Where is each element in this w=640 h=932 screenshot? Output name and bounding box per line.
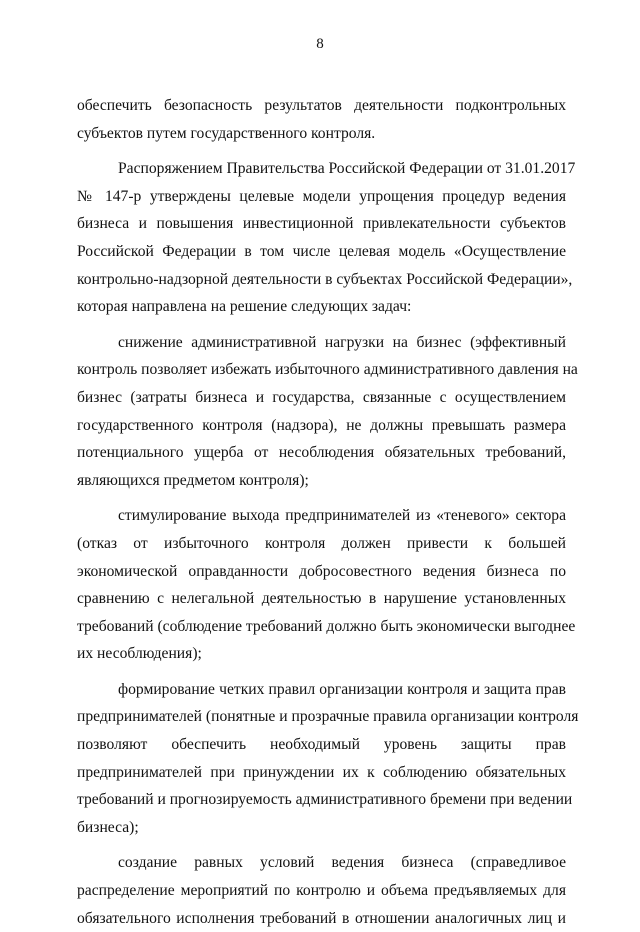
text-line: обеспечить безопасность результатов деятельности подконтрольных <box>77 97 566 114</box>
document-body <box>77 92 579 932</box>
text-line: распределение мероприятий по контролю и объема предъявляемых для <box>77 882 566 900</box>
text-line: позволяют обеспечить необходимый уровень защиты прав <box>77 736 566 754</box>
text-line: экономической оправданности добросовестного ведения бизнеса по <box>77 562 566 580</box>
paragraph <box>77 329 578 495</box>
text-line: требований и прогнозируемость административного бремени при ведении <box>77 791 573 809</box>
text-line: Российской Федерации в том числе целевая модель «Осуществление <box>77 242 566 260</box>
text-line: государственного контроля (надзора), не должны превышать размера <box>77 416 566 434</box>
text-line: их несоблюдения); <box>77 645 202 663</box>
text-line: снижение административной нагрузки на бизнес (эффективный <box>118 333 566 351</box>
paragraph <box>77 92 566 147</box>
text-line: № 147-р утверждены целевые модели упрощения процедур ведения <box>77 187 566 205</box>
text-line: сравнению с нелегальной деятельностью в нарушение установленных <box>77 590 566 608</box>
text-line: требований (соблюдение требований должно быть экономически выгоднее <box>77 617 576 635</box>
text-line: Распоряжением Правительства Российской Федерации от 31.01.2017 <box>118 160 576 178</box>
text-line: потенциального ущерба от несоблюдения обязательных требований, <box>77 444 566 462</box>
text-line: субъектов путем государственного контроля. <box>77 124 376 142</box>
text-line: формирование четких правил организации контроля и защита прав <box>118 680 566 698</box>
text-line: обязательного исполнения требований в отношении аналогичных лиц и <box>77 909 566 927</box>
paragraph <box>77 155 576 321</box>
text-line: контроль позволяет избежать избыточного административного давления на <box>77 361 578 379</box>
paragraph-gap <box>77 494 566 502</box>
paragraph <box>77 849 566 932</box>
paragraph-gap <box>77 147 566 155</box>
paragraph <box>77 676 579 842</box>
text-line: создание равных условий ведения бизнеса (справедливое <box>118 854 566 872</box>
paragraph-gap <box>77 321 566 329</box>
text-line: стимулирование выхода предпринимателей из «теневого» сектора <box>118 507 566 525</box>
text-line: (отказ от избыточного контроля должен привести к большей <box>77 534 566 552</box>
paragraph-gap <box>77 841 566 849</box>
text-line: которая направлена на решение следующих задач: <box>77 298 412 316</box>
text-line: предпринимателей при принуждении их к соблюдению обязательных <box>77 763 566 781</box>
text-line: бизнес (затраты бизнеса и государства, связанные с осуществлением <box>77 388 566 406</box>
paragraph <box>77 502 576 668</box>
paragraph-gap <box>77 668 566 676</box>
text-line: контрольно-надзорной деятельности в субъектах Российской Федерации», <box>77 270 573 288</box>
text-line: бизнеса); <box>77 818 139 836</box>
text-line: предпринимателей (понятные и прозрачные правила организации контроля <box>77 708 579 726</box>
text-line: являющихся предметом контроля); <box>77 471 309 489</box>
page-number: 8 <box>316 36 324 52</box>
text-line: бизнеса и повышения инвестиционной привлекательности субъектов <box>77 215 566 233</box>
